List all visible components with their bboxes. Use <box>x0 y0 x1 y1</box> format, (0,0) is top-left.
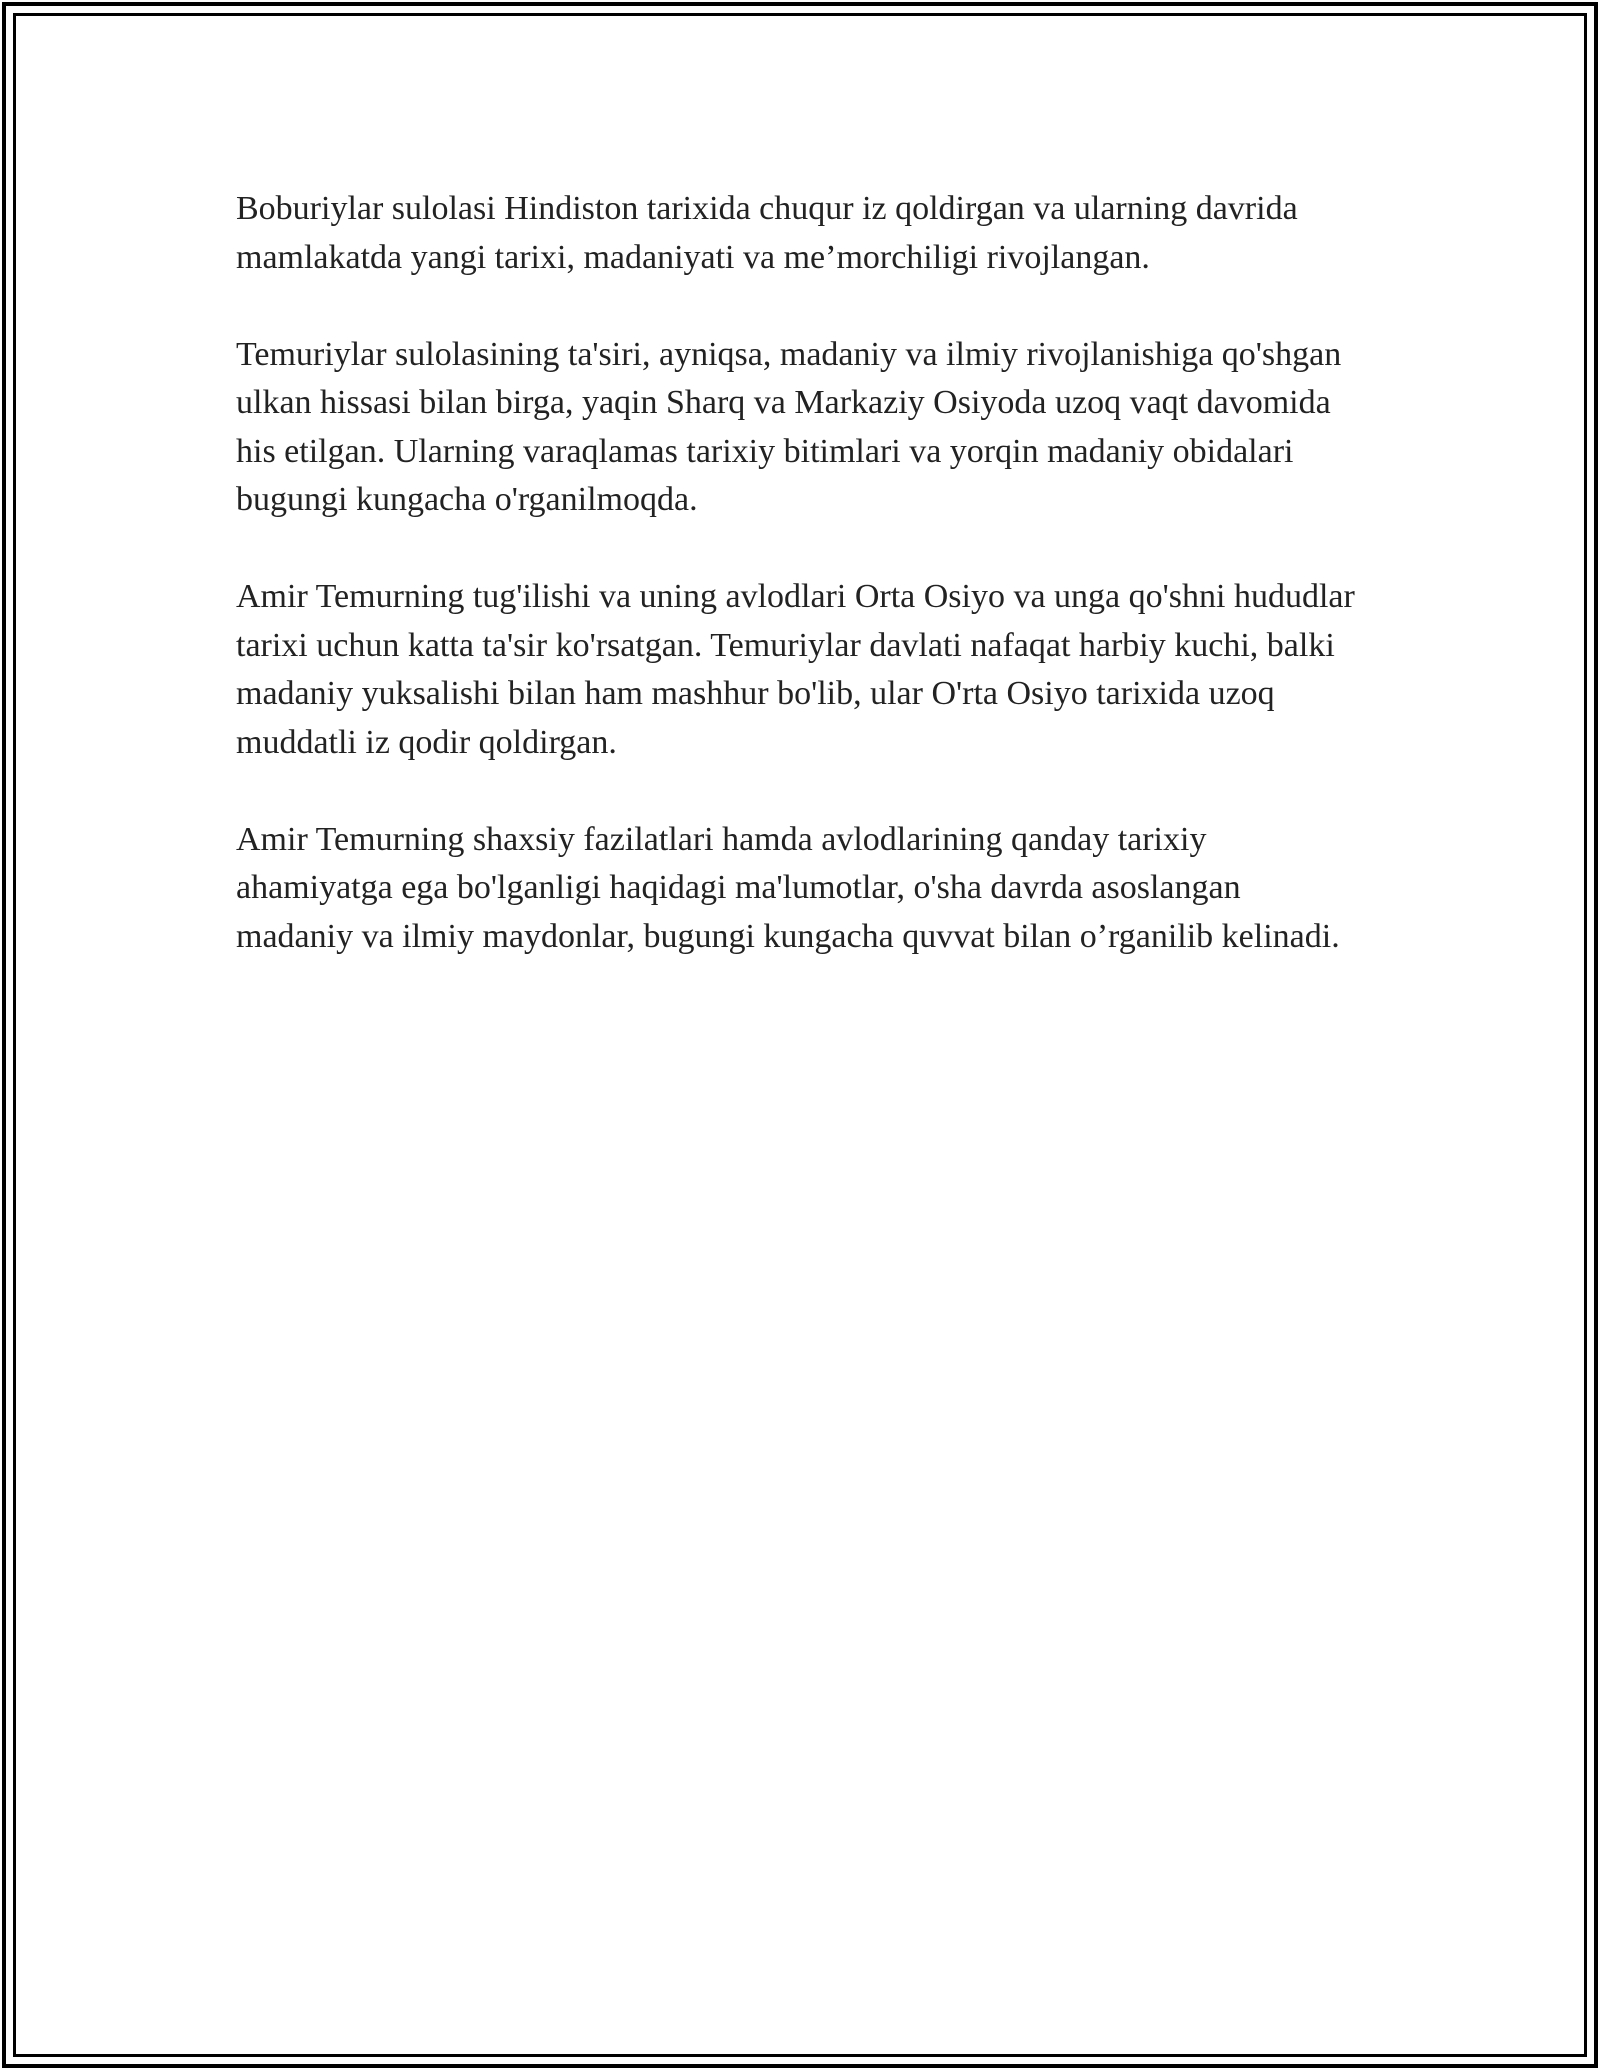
paragraph-1: Boburiylar sulolasi Hindiston tarixida chuqur iz qoldirgan va ularning davrida mamlakatda yangi tarixi, madaniyati va me’morchiligi rivojlangan. <box>236 190 1298 276</box>
document-body <box>236 185 1366 1010</box>
paragraph-4: Amir Temurning shaxsiy fazilatlari hamda avlodlarining qanday tarixiy ahamiyatga ega bo'lganligi haqidagi ma'lumotlar, o'sha davrda asoslangan madaniy va ilmiy maydonlar, bugungi kungacha quvvat bilan o’rganilib kelinadi. <box>236 820 1340 955</box>
paragraph-2: Temuriylar sulolasining ta'siri, ayniqsa, madaniy va ilmiy rivojlanishiga qo'shgan ulkan hissasi bilan birga, yaqin Sharq va Markaziy Osiyoda uzoq vaqt davomida his etilgan. Ularning varaqlamas tarixiy bitimlari va yorqin madaniy obidalari bugungi kungacha o'rganilmoqda. <box>236 335 1342 518</box>
paragraph-3: Amir Temurning tug'ilishi va uning avlodlari Orta Osiyo va unga qo'shni hududlar tarixi uchun katta ta'sir ko'rsatgan. Temuriylar davlati nafaqat harbiy kuchi, balki madaniy yuksalishi bilan ham mashhur bo'lib, ular O'rta Osiyo tarixida uzoq muddatli iz qodir qoldirgan. <box>236 578 1355 761</box>
